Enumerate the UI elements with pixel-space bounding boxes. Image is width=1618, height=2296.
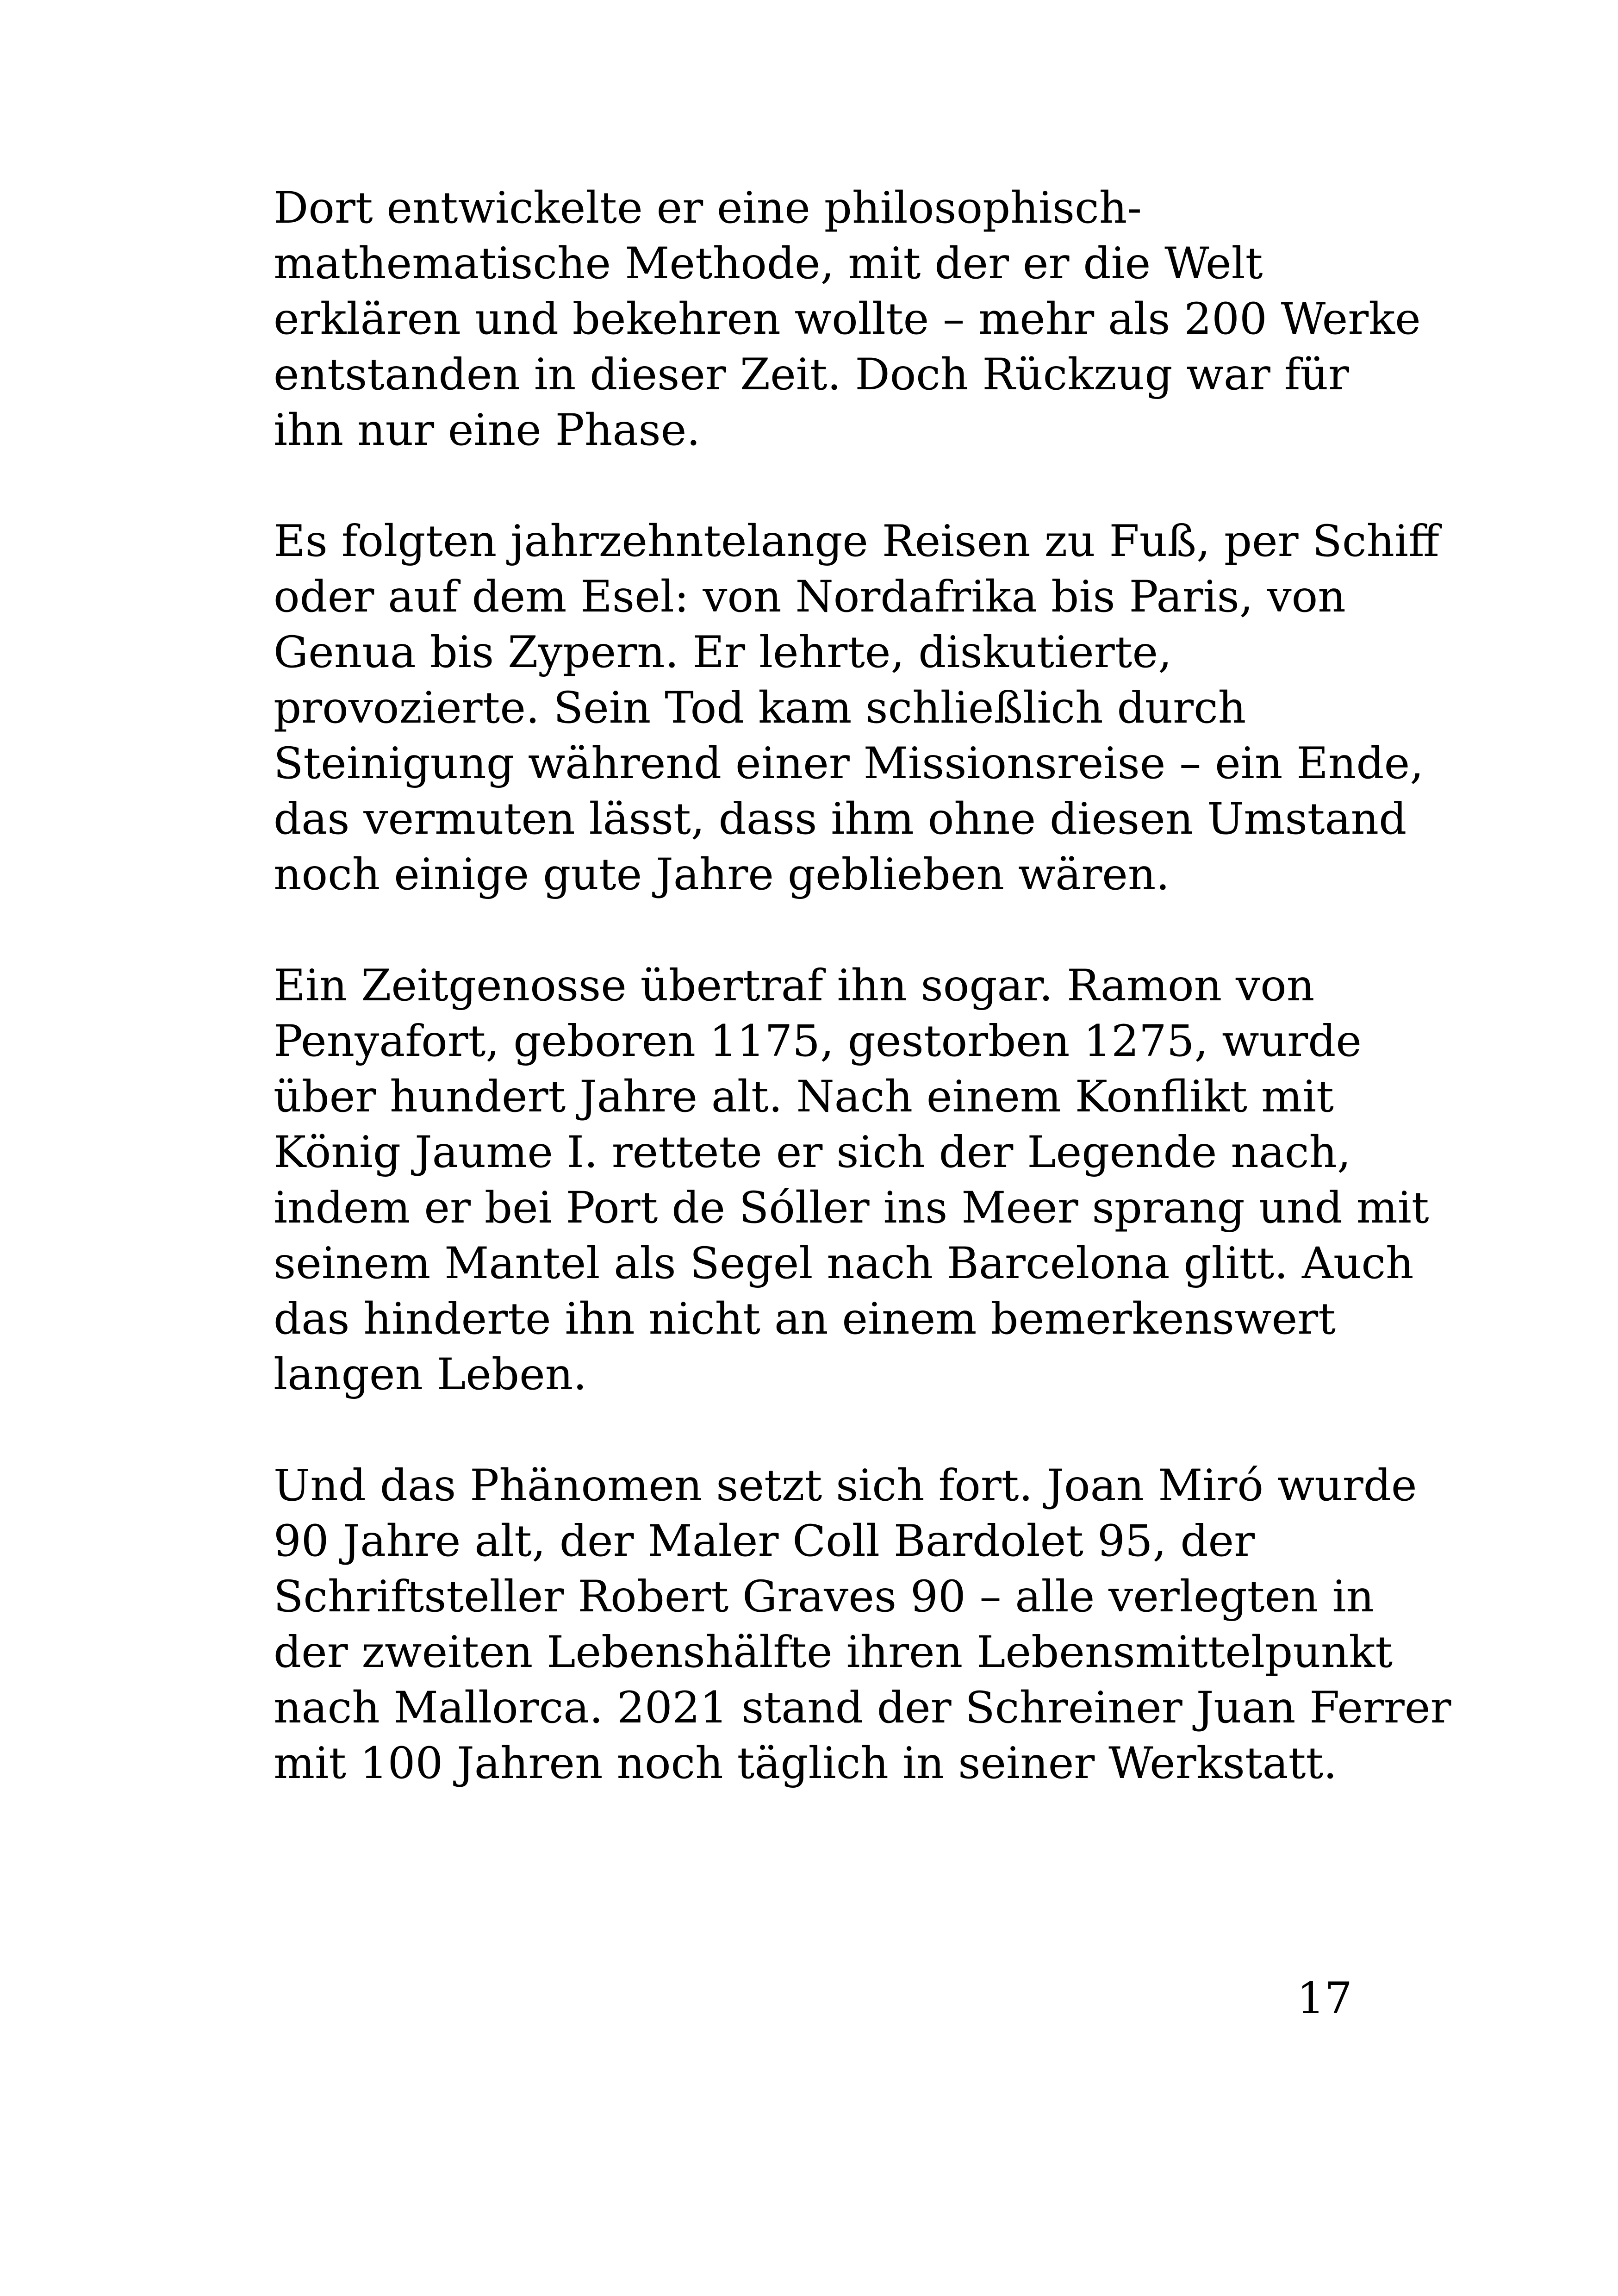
text-line: Schriftsteller Robert Graves 90 – alle verlegten in bbox=[274, 1572, 1375, 1622]
text-line: provozierte. Sein Tod kam schließlich durch bbox=[274, 683, 1246, 733]
text-line: seinem Mantel als Segel nach Barcelona glitt. Auch bbox=[274, 1238, 1414, 1289]
text-line: mit 100 Jahren noch täglich in seiner Werkstatt. bbox=[274, 1738, 1338, 1789]
text-line: Dort entwickelte er eine philosophisch- bbox=[274, 183, 1142, 233]
text-line: nach Mallorca. 2021 stand der Schreiner Juan Ferrer bbox=[274, 1683, 1451, 1733]
body-text bbox=[274, 181, 1451, 1847]
text-line: über hundert Jahre alt. Nach einem Konflikt mit bbox=[274, 1072, 1334, 1122]
text-line: 90 Jahre alt, der Maler Coll Bardolet 95, der bbox=[274, 1516, 1255, 1566]
text-line: Es folgten jahrzehntelange Reisen zu Fuß, per Schiff bbox=[274, 516, 1439, 567]
text-line: noch einige gute Jahre geblieben wären. bbox=[274, 849, 1170, 900]
text-line: Steinigung während einer Missionsreise – ein Ende, bbox=[274, 738, 1424, 789]
paragraph bbox=[274, 514, 1439, 903]
text-line: oder auf dem Esel: von Nordafrika bis Paris, von bbox=[274, 572, 1346, 622]
paragraph bbox=[274, 181, 1421, 458]
text-line: Genua bis Zypern. Er lehrte, diskutierte, bbox=[274, 627, 1172, 678]
text-line: der zweiten Lebenshälfte ihren Lebensmittelpunkt bbox=[274, 1627, 1393, 1678]
text-line: König Jaume I. rettete er sich der Legende nach, bbox=[274, 1127, 1351, 1178]
text-line: Ein Zeitgenosse übertraf ihn sogar. Ramon von bbox=[274, 961, 1315, 1011]
text-line: Und das Phänomen setzt sich fort. Joan Miró wurde bbox=[274, 1460, 1417, 1511]
text-line: ihn nur eine Phase. bbox=[274, 405, 701, 455]
text-line: das hinderte ihn nicht an einem bemerkenswert bbox=[274, 1294, 1336, 1344]
text-line: Penyafort, geboren 1175, gestorben 1275, wurde bbox=[274, 1016, 1362, 1067]
page-number: 17 bbox=[1297, 1973, 1352, 2024]
text-line: mathematische Methode, mit der er die Welt bbox=[274, 238, 1263, 289]
paragraph bbox=[274, 958, 1429, 1403]
text-line: das vermuten lässt, dass ihm ohne diesen Umstand bbox=[274, 794, 1407, 844]
paragraph bbox=[274, 1458, 1451, 1791]
text-line: erklären und bekehren wollte – mehr als 200 Werke bbox=[274, 294, 1421, 344]
text-line: indem er bei Port de Sóller ins Meer sprang und mit bbox=[274, 1183, 1429, 1233]
text-line: entstanden in dieser Zeit. Doch Rückzug war für bbox=[274, 349, 1349, 400]
text-line: langen Leben. bbox=[274, 1349, 587, 1400]
